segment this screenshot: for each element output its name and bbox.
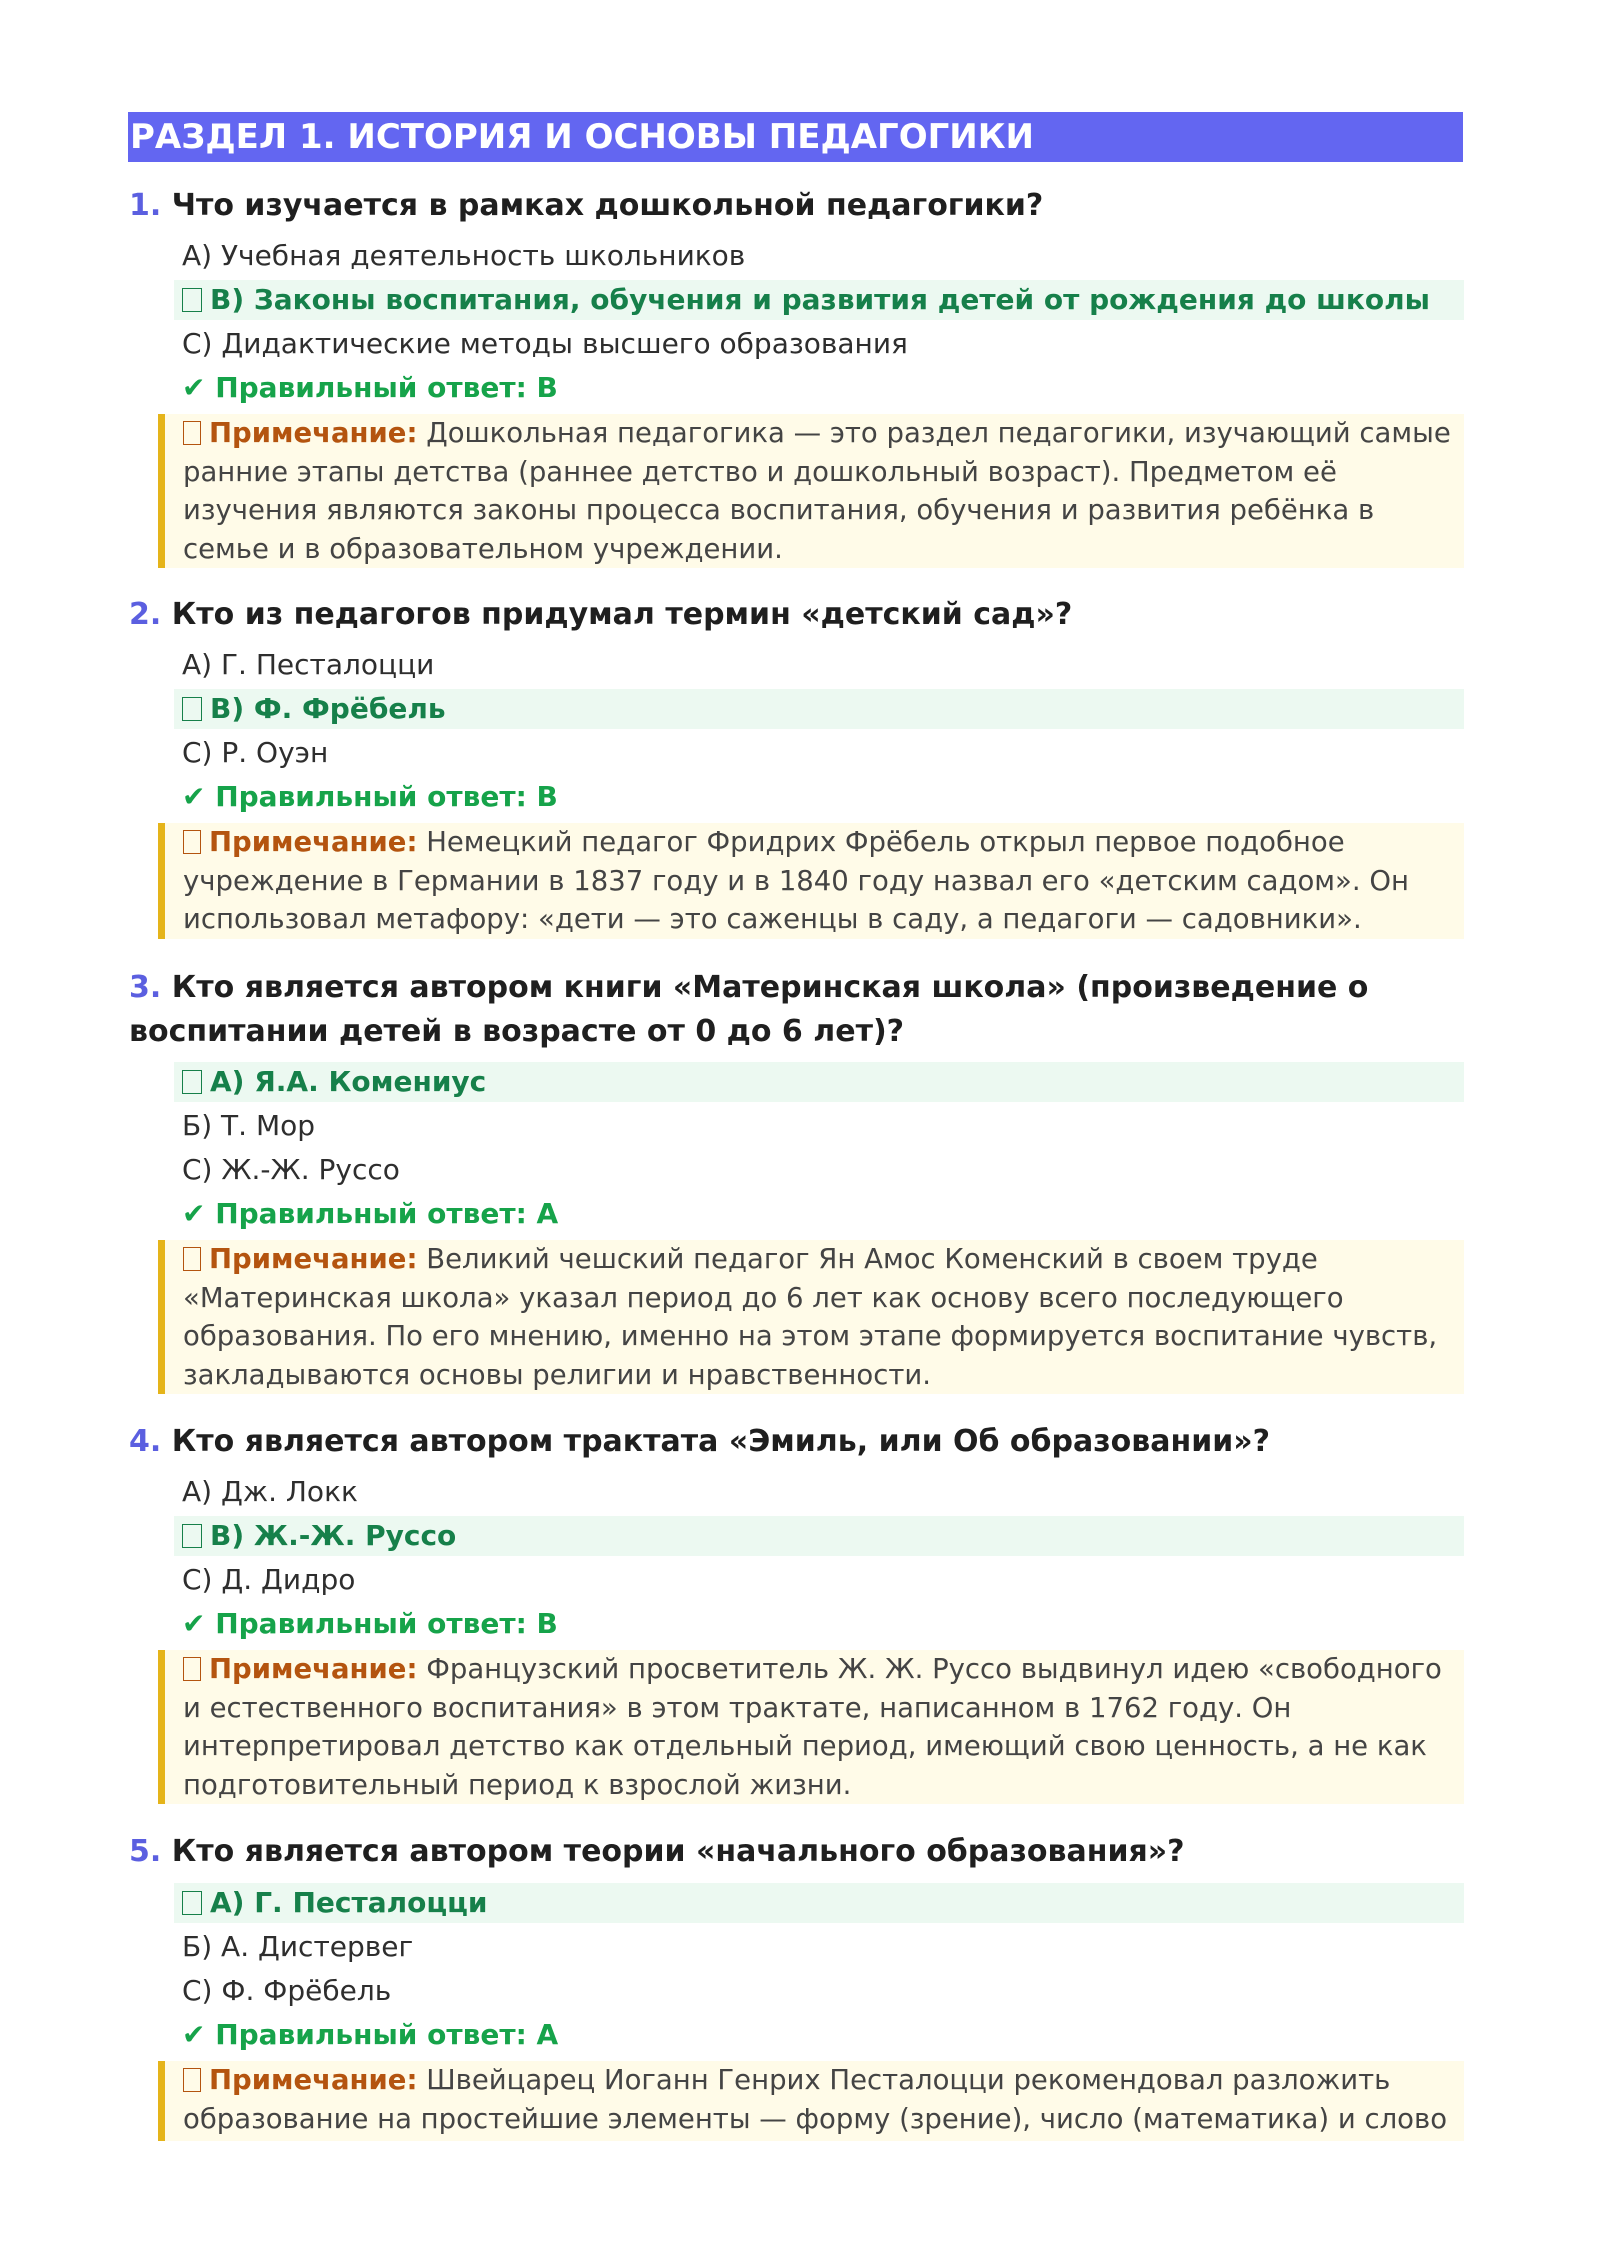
question-3 (129, 966, 1459, 1054)
correct-option-label: A) Г. Песталоцци (210, 1886, 488, 1919)
note-box (158, 2061, 1464, 2141)
option: A) Г. Песталоцци (182, 648, 435, 681)
note-icon (183, 1247, 201, 1271)
correct-option (174, 689, 1464, 729)
correct-answer (182, 777, 558, 817)
answer-prefix: ✔ Правильный ответ: (182, 1607, 537, 1640)
correct-option-label: B) Ф. Фрёбель (210, 692, 446, 725)
note-box (158, 1240, 1464, 1394)
note-text: Французский просветитель Ж. Ж. Руссо выдвинул идею «свободного и естественного воспитания» в этом трактате, написанном в 1762 году. Он интерпретировал детство как отдельный период, имеющий свою ценность, а не как подготовительный период к взрослой жизни. (183, 1653, 1442, 1801)
option: C) Дидактические методы высшего образования (182, 327, 908, 360)
question-1 (129, 184, 1459, 228)
answer-letter: B (536, 371, 558, 404)
correct-option (174, 1516, 1464, 1556)
option: A) Дж. Локк (182, 1475, 358, 1508)
check-box-icon (182, 1524, 202, 1548)
note-label: Примечание: (209, 1653, 418, 1685)
answer-letter: B (536, 1607, 558, 1640)
option: A) Учебная деятельность школьников (182, 239, 746, 272)
question-number: 4. (129, 1424, 162, 1459)
note-label: Примечание: (209, 826, 418, 858)
note-text: Швейцарец Иоганн Генрих Песталоцци рекомендовал разложить образование на простейшие элементы — форму (зрение), число (математика) и слово (183, 2064, 1448, 2135)
option: C) Р. Оуэн (182, 736, 329, 769)
answer-letter: A (536, 1197, 559, 1230)
correct-option (174, 1062, 1464, 1102)
question-text: Кто является автором теории «начального образования»? (171, 1834, 1185, 1869)
answer-prefix: ✔ Правильный ответ: (182, 2018, 537, 2051)
question-text: Что изучается в рамках дошкольной педагогики? (171, 188, 1044, 223)
option: C) Д. Дидро (182, 1563, 356, 1596)
note-box (158, 1650, 1464, 1804)
check-box-icon (182, 1070, 202, 1094)
note-label: Примечание: (209, 1243, 418, 1275)
note-text: Немецкий педагог Фридрих Фрёбель открыл первое подобное учреждение в Германии в 1837 году и в 1840 году назвал его «детским садом». Он использовал метафору: «дети — это саженцы в саду, а педагоги — садовники». (183, 826, 1409, 935)
answer-prefix: ✔ Правильный ответ: (182, 1197, 537, 1230)
correct-option-label: A) Я.А. Комениус (210, 1065, 487, 1098)
option: C) Ф. Фрёбель (182, 1974, 392, 2007)
note-box (158, 823, 1464, 939)
answer-prefix: ✔ Правильный ответ: (182, 780, 537, 813)
answer-letter: B (536, 780, 558, 813)
question-5 (129, 1830, 1459, 1874)
note-icon (183, 2068, 201, 2092)
correct-answer (182, 1194, 558, 1234)
check-box-icon (182, 288, 202, 312)
note-box (158, 414, 1464, 568)
note-label: Примечание: (209, 2064, 418, 2096)
question-2 (129, 593, 1459, 637)
note-text: Дошкольная педагогика — это раздел педагогики, изучающий самые ранние этапы детства (раннее детство и дошкольный возраст). Предметом её изучения являются законы процесса воспитания, обучения и развития ребёнка в семье и в образовательном учреждении. (183, 417, 1451, 565)
note-icon (183, 421, 201, 445)
correct-answer (182, 1604, 558, 1644)
section-title: РАЗДЕЛ 1. ИСТОРИЯ И ОСНОВЫ ПЕДАГОГИКИ (128, 112, 1463, 162)
note-icon (183, 830, 201, 854)
note-text: Великий чешский педагог Ян Амос Коменский в своем труде «Материнская школа» указал период до 6 лет как основу всего последующего образования. По его мнению, именно на этом этапе формируется воспитание чувств, закладываются основы религии и нравственности. (183, 1243, 1438, 1391)
question-number: 3. (129, 970, 162, 1005)
option: Б) А. Дистервег (182, 1930, 414, 1963)
correct-answer (182, 2015, 558, 2055)
question-number: 5. (129, 1834, 162, 1869)
note-icon (183, 1657, 201, 1681)
correct-option-label: B) Законы воспитания, обучения и развития детей от рождения до школы (210, 283, 1430, 316)
check-box-icon (182, 1891, 202, 1915)
question-4 (129, 1420, 1459, 1464)
question-text: Кто из педагогов придумал термин «детский сад»? (171, 597, 1073, 632)
question-text: Кто является автором трактата «Эмиль, или Об образовании»? (171, 1424, 1271, 1459)
answer-letter: A (536, 2018, 559, 2051)
correct-answer (182, 368, 558, 408)
question-number: 2. (129, 597, 162, 632)
check-box-icon (182, 697, 202, 721)
answer-prefix: ✔ Правильный ответ: (182, 371, 537, 404)
option: Б) Т. Мор (182, 1109, 315, 1142)
question-number: 1. (129, 188, 162, 223)
correct-option (174, 1883, 1464, 1923)
option: C) Ж.-Ж. Руссо (182, 1153, 400, 1186)
question-text: Кто является автором книги «Материнская школа» (произведение о воспитании детей в возрасте от 0 до 6 лет)? (129, 970, 1369, 1049)
note-label: Примечание: (209, 417, 418, 449)
correct-option-label: B) Ж.-Ж. Руссо (210, 1519, 457, 1552)
correct-option (174, 280, 1464, 320)
